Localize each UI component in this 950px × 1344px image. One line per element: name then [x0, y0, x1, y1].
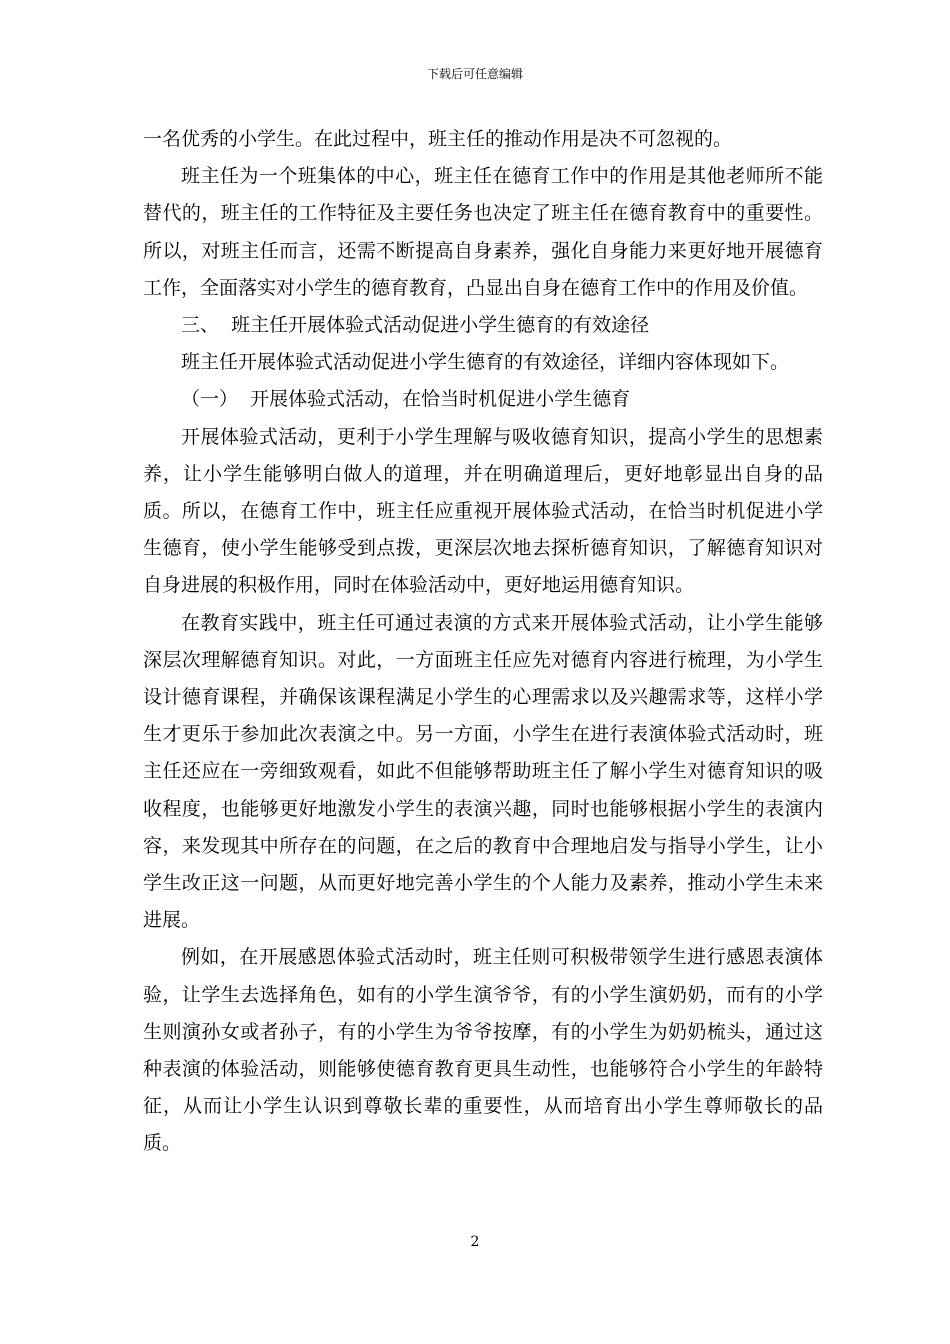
paragraph-continuation: 一名优秀的小学生。在此过程中，班主任的推动作用是决不可忽视的。: [143, 128, 733, 150]
paragraph-section-intro: 班主任开展体验式活动促进小学生德育的有效途径，详细内容体现如下。: [181, 351, 790, 374]
page-header: 下载后可任意编辑: [426, 67, 523, 81]
document-body: [143, 121, 823, 1163]
page-number: 2: [470, 1234, 480, 1250]
paragraph-head-teacher-role: 班主任为一个班集体的中心，班主任在德育工作中的作用是其他老师所不能替代的，班主任的工作特征及主要任务也决定了班主任在德育教育中的重要性。所以，对班主任而言，还需不断提高自身素养，强化自身能力来更好地开展德育工作，全面落实对小学生的德育教育，凸显出自身在德育工作中的作用及价值。: [143, 165, 823, 299]
section-heading-3: 三、 班主任开展体验式活动促进小学生德育的有效途径: [181, 314, 650, 337]
paragraph-experiential-activity: 开展体验式活动，更利于小学生理解与吸收德育知识，提高小学生的思想素养，让小学生能够明白做人的道理，并在明确道理后，更好地彰显出自身的品质。所以，在德育工作中，班主任应重视开展体验式活动，在恰当时机促进小学生德育，使小学生能够受到点拨，更深层次地去探析德育知识，了解德育知识对自身进展的积极作用，同时在体验活动中，更好地运用德育知识。: [143, 425, 823, 597]
paragraph-performance-method: 在教育实践中，班主任可通过表演的方式来开展体验式活动，让小学生能够深层次理解德育知识。对此，一方面班主任应先对德育内容进行梳理，为小学生设计德育课程，并确保该课程满足小学生的心理需求以及兴趣需求等，这样小学生才更乐于参加此次表演之中。另一方面，小学生在进行表演体验式活动时，班主任还应在一旁细致观看，如此不但能够帮助班主任了解小学生对德育知识的吸收程度，也能够更好地激发小学生的表演兴趣，同时也能够根据小学生的表演内容，来发现其中所存在的问题，在之后的教育中合理地启发与指导小学生，让小学生改正这一问题，从而更好地完善小学生的个人能力及素养，推动小学生未来进展。: [143, 611, 823, 932]
paragraph-gratitude-example: 例如，在开展感恩体验式活动时，班主任则可积极带领学生进行感恩表演体验，让学生去选择角色，如有的小学生演爷爷，有的小学生演奶奶，而有的小学生则演孙女或者孙子，有的小学生为爷爷按摩，有的小学生为奶奶梳头，通过这种表演的体验活动，则能够使德育教育更具生动性，也能够符合小学生的年龄特征，从而让小学生认识到尊敬长辈的重要性，从而培育出小学生尊师敬长的品质。: [143, 946, 823, 1155]
subsection-heading-1: （一） 开展体验式活动，在恰当时机促进小学生德育: [181, 388, 631, 411]
